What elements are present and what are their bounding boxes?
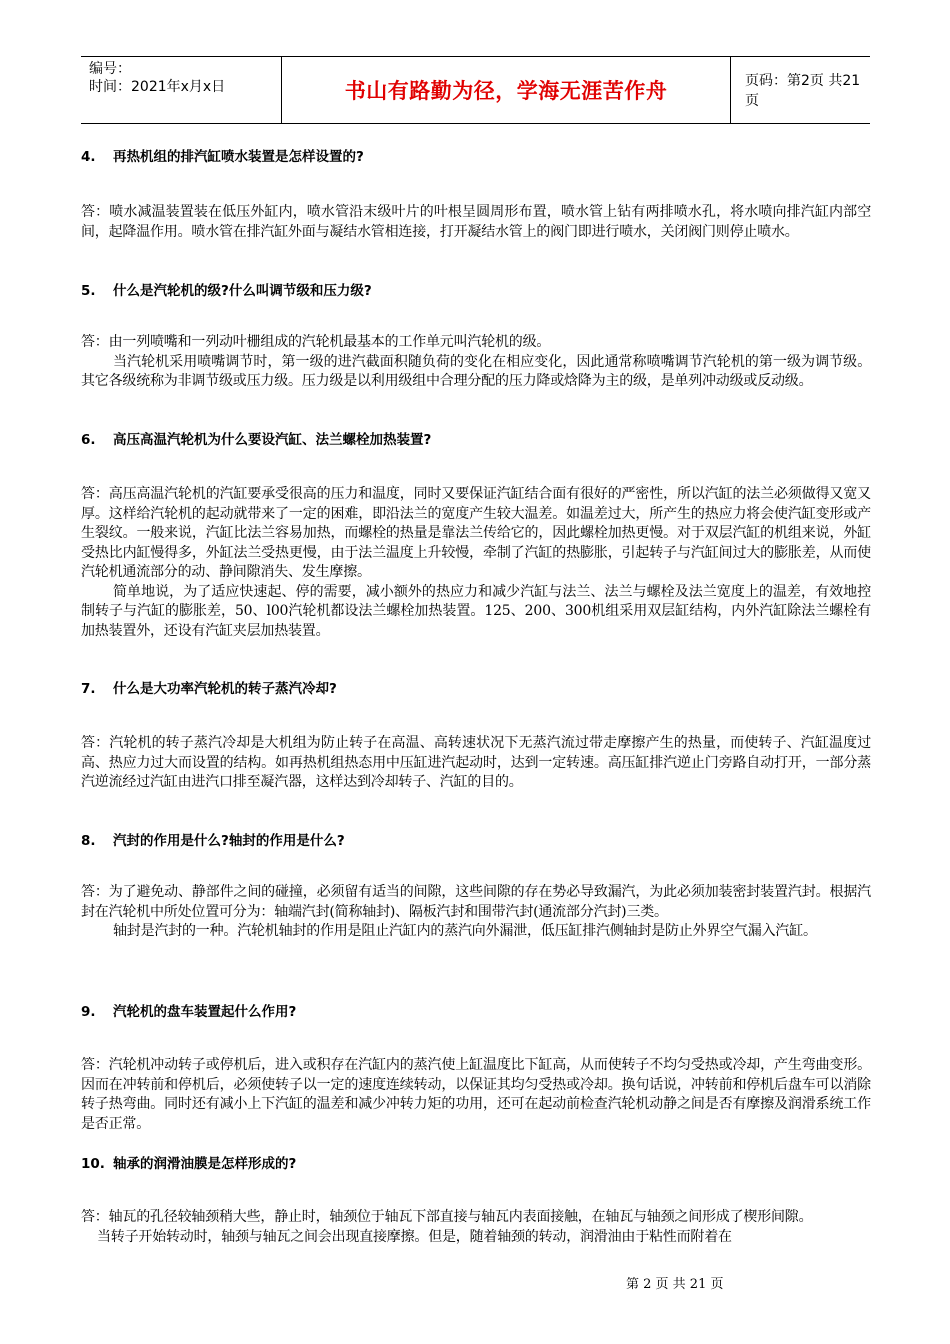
answer-6: 答：高压高温汽轮机的汽缸要承受很高的压力和温度，同时又要保证汽缸结合面有很好的严密性，所以汽缸的法兰必须做得又宽又厚。这样给汽轮机的起动就带来了一定的困难，即沿法兰的宽度产生较大温差。如温差过大，所产生的热应力将会使汽缸变形或产生裂纹。一般来说，汽缸比法兰容易加热，而螺栓的热量是靠法兰传给它的，因此螺栓加热更慢。对于双层汽缸的机组来说，外缸受热比内缸慢得多，外缸法兰受热更慢，由于法兰温度上升较慢，牵制了汽缸的热膨胀，引起转子与汽缸间过大的膨胀差，从而使汽轮机通流部分的动、静间隙消失、发生摩擦。 简单地说，为了适应快速起、停的需要，减小额外的热应力和减少汽缸与法兰、法兰与螺栓及法兰宽度上的温差，有效地控制转子与汽缸的膨胀差，50、l00汽轮机都设法兰螺栓加热装置。125、200、300机组采用双层缸结构，内外汽缸除法兰螺栓有加热装置外，还设有汽缸夹层加热装置。 xyxy=(81,486,871,639)
answer-9: 答：汽轮机冲动转子或停机后，进入或积存在汽缸内的蒸汽使上缸温度比下缸高，从而使转子不均匀受热或冷却，产生弯曲变形。因而在冲转前和停机后，必须使转子以一定的速度连续转动，以保证其均匀受热或冷却。换句话说，冲转前和停机后盘车可以消除转子热弯曲。同时还有减小上下汽缸的温差和减少冲转力矩的功用，还可在起动前检查汽轮机动静之间是否有摩擦及润滑系统工作是否正常。 xyxy=(81,1057,871,1132)
question-7: 7. 什么是大功率汽轮机的转子蒸汽冷却? xyxy=(81,681,337,697)
question-5: 5. 什么是汽轮机的级?什么叫调节级和压力级? xyxy=(81,283,372,299)
answer-4: 答：喷水减温装置装在低压外缸内，喷水管沿末级叶片的叶根呈圆周形布置，喷水管上钻有两排喷水孔，将水喷向排汽缸内部空间，起降温作用。喷水管在排汽缸外面与凝结水管相连接，打开凝结水管上的阀门即进行喷水，关闭阀门则停止喷水。 xyxy=(81,204,871,240)
answer-5: 答：由一列喷嘴和一列动叶栅组成的汽轮机最基本的工作单元叫汽轮机的级。 当汽轮机采用喷嘴调节时，第一级的进汽截面积随负荷的变化在相应变化，因此通常称喷嘴调节汽轮机的第一级为调节级。其它各级统称为非调节级或压力级。压力级是以利用级组中合理分配的压力降或焓降为主的级，是单列冲动级或反动级。 xyxy=(81,334,871,389)
question-4: 4. 再热机组的排汽缸喷水装置是怎样设置的? xyxy=(81,149,364,165)
answer-10: 答：轴瓦的孔径较轴颈稍大些，静止时，轴颈位于轴瓦下部直接与轴瓦内表面接触，在轴瓦与轴颈之间形成了楔形间隙。 当转子开始转动时，轴颈与轴瓦之间会出现直接摩擦。但是，随着轴颈的转动，润滑油由于粘性而附着在 xyxy=(81,1209,813,1245)
header-motto-cell xyxy=(281,57,731,123)
page-footer: 第 2 页 共 21 页 xyxy=(626,1277,724,1292)
answer-8: 答：为了避免动、静部件之间的碰撞，必须留有适当的间隙，这些间隙的存在势必导致漏汽，为此必须加装密封装置汽封。根据汽封在汽轮机中所处位置可分为：轴端汽封(简称轴封)、隔板汽封和围带汽封(通流部分汽封)三类。 轴封是汽封的一种。汽轮机轴封的作用是阻止汽缸内的蒸汽向外漏泄，低压缸排汽侧轴封是防止外界空气漏入汽缸。 xyxy=(81,884,871,939)
header-meta xyxy=(81,57,281,123)
question-10: 10. 轴承的润滑油膜是怎样形成的? xyxy=(81,1156,297,1172)
question-8: 8. 汽封的作用是什么?轴封的作用是什么? xyxy=(81,833,345,849)
header-page-cell xyxy=(731,57,870,123)
doc-number-label: 编号： xyxy=(89,61,131,77)
question-9: 9. 汽轮机的盘车装置起什么作用? xyxy=(81,1004,297,1020)
header-page-label: 页码：第2页 共21页 xyxy=(745,73,861,109)
answer-7: 答：汽轮机的转子蒸汽冷却是大机组为防止转子在高温、高转速状况下无蒸汽流过带走摩擦产生的热量，而使转子、汽缸温度过高、热应力过大而设置的结构。如再热机组热态用中压缸进汽起动时，达到一定转速。高压缸排汽逆止门旁路自动打开，一部分蒸汽逆流经过汽缸由进汽口排至凝汽器，这样达到冷却转子、汽缸的目的。 xyxy=(81,735,871,790)
question-6: 6. 高压高温汽轮机为什么要设汽缸、法兰螺栓加热装置? xyxy=(81,432,432,448)
doc-time-label: 时间：2021年x月x日 xyxy=(89,79,226,95)
page-header xyxy=(81,56,870,124)
header-motto: 书山有路勤为径，学海无涯苦作舟 xyxy=(344,79,668,103)
